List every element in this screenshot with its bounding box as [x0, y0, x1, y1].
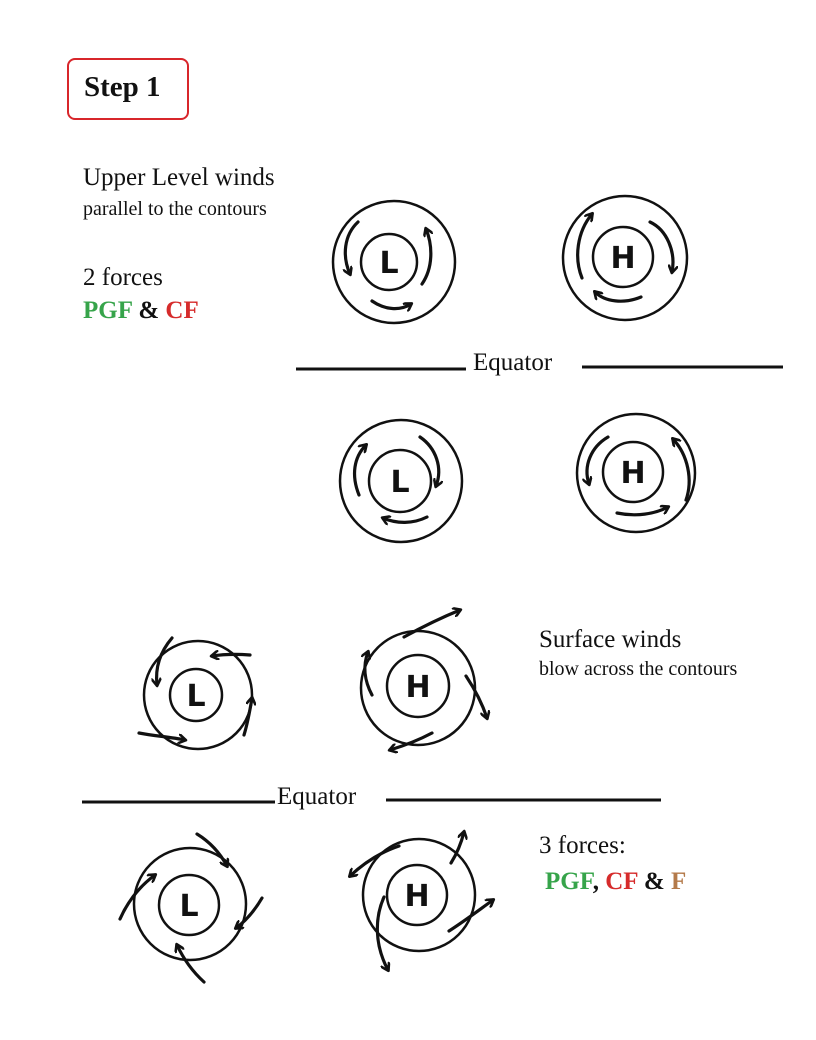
force-cf: CF	[165, 297, 199, 324]
high-letter: H	[405, 670, 431, 705]
force-comma: ,	[592, 868, 599, 895]
upper-nh-high	[563, 196, 687, 320]
surface-forces-count: 3 forces:	[539, 832, 626, 859]
surface-nh-low	[139, 638, 252, 749]
upper-sh-low	[340, 420, 462, 542]
arrow-icon	[372, 301, 411, 309]
force-pgf: PGF	[83, 297, 133, 324]
arrow-icon	[617, 507, 668, 515]
force-pgf: PGF	[545, 868, 593, 895]
arrow-icon	[377, 897, 388, 970]
surface-winds-title: Surface winds	[539, 626, 682, 653]
arrow-icon	[673, 439, 689, 500]
arrow-icon	[422, 229, 431, 284]
upper-nh-low	[333, 201, 455, 323]
arrow-icon	[345, 222, 358, 274]
surface-sh-high	[350, 832, 493, 970]
upper-level-title: Upper Level winds	[83, 164, 275, 191]
arrow-icon	[244, 698, 252, 735]
force-ampersand: &	[138, 297, 160, 324]
force-cf: CF	[605, 868, 638, 895]
arrow-icon	[355, 445, 366, 495]
force-ampersand: &	[643, 868, 665, 895]
upper-level-subtitle: parallel to the contours	[83, 198, 267, 220]
low-letter: L	[186, 679, 206, 714]
equator-label-upper: Equator	[473, 349, 553, 376]
arrow-icon	[177, 945, 204, 982]
arrow-icon	[212, 654, 250, 656]
surface-winds-subtitle: blow across the contours	[539, 658, 738, 680]
low-letter: L	[390, 465, 410, 500]
arrow-icon	[383, 517, 427, 522]
high-letter: H	[404, 879, 430, 914]
arrow-icon	[449, 900, 493, 931]
arrow-icon	[157, 638, 172, 685]
surface-sh-low	[120, 834, 262, 982]
low-letter: L	[379, 246, 399, 281]
arrow-icon	[236, 898, 262, 928]
equator-label-surface: Equator	[277, 783, 357, 810]
surface-nh-high	[361, 610, 487, 750]
arrow-icon	[650, 222, 673, 272]
low-letter: L	[179, 889, 199, 924]
step-label: Step 1	[84, 71, 161, 103]
arrow-icon	[595, 292, 641, 301]
high-letter: H	[610, 241, 636, 276]
upper-sh-high	[577, 414, 695, 532]
upper-forces-count: 2 forces	[83, 264, 163, 291]
arrow-icon	[578, 214, 592, 278]
force-f: F	[670, 868, 687, 895]
high-letter: H	[620, 456, 646, 491]
